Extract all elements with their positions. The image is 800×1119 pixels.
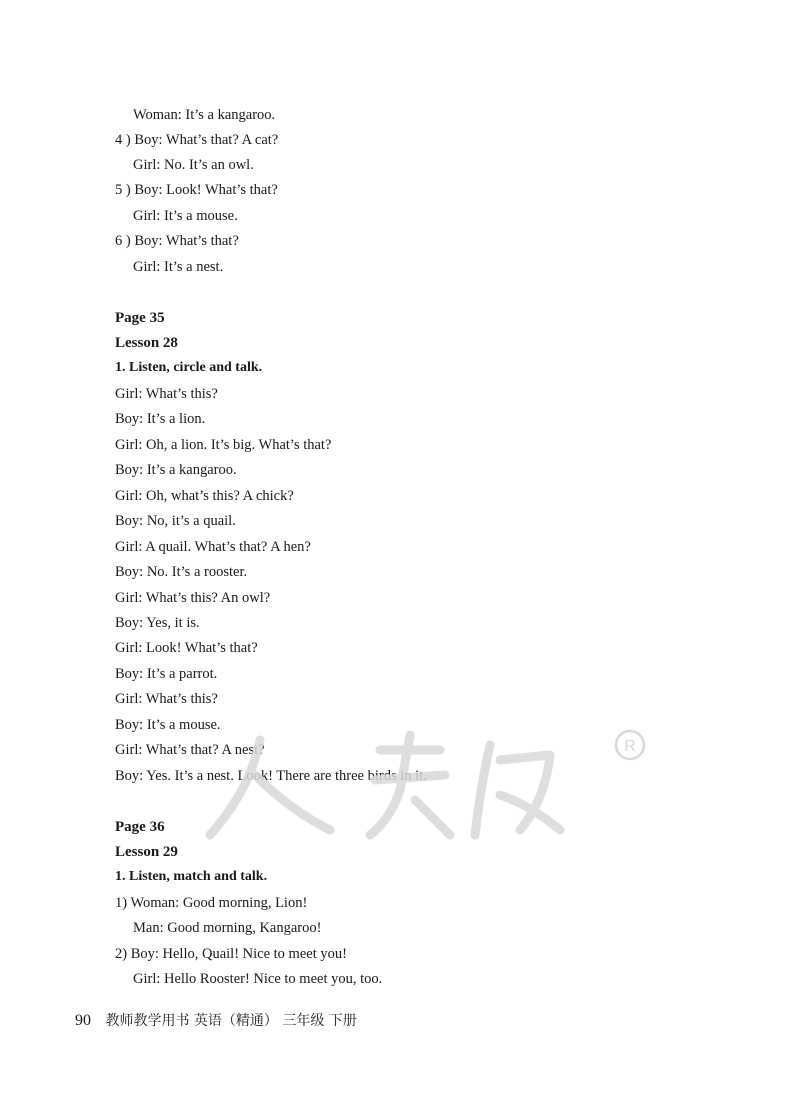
page-heading: Page 35 [115, 310, 165, 326]
dialogue-line: Boy: It’s a kangaroo. [115, 462, 237, 478]
dialogue-line: Girl: It’s a nest. [133, 259, 224, 275]
svg-text:R: R [624, 738, 636, 755]
lesson-heading: Lesson 28 [115, 335, 178, 351]
page-number: 90 [75, 1012, 91, 1029]
dialogue-line: Girl: No. It’s an owl. [133, 157, 254, 173]
page-heading: Page 36 [115, 819, 165, 835]
dialogue-line: 2) Boy: Hello, Quail! Nice to meet you! [115, 946, 347, 962]
dialogue-line: Boy: No. It’s a rooster. [115, 564, 248, 580]
dialogue-line: Man: Good morning, Kangaroo! [133, 920, 322, 936]
dialogue-line: Girl: What’s this? An owl? [115, 590, 271, 606]
dialogue-line: Boy: It’s a lion. [115, 411, 206, 427]
dialogue-line: 4 ) Boy: What’s that? A cat? [115, 132, 279, 148]
dialogue-line: Girl: A quail. What’s that? A hen? [115, 539, 311, 555]
lesson-heading: Lesson 29 [115, 844, 178, 860]
dialogue-line: Girl: Oh, a lion. It’s big. What’s that? [115, 437, 332, 453]
dialogue-line: Girl: What’s this? [115, 386, 218, 402]
exercise-title: 1. Listen, circle and talk. [115, 360, 263, 375]
exercise-title: 1. Listen, match and talk. [115, 869, 268, 884]
dialogue-line: 5 ) Boy: Look! What’s that? [115, 182, 278, 198]
dialogue-line: Girl: Hello Rooster! Nice to meet you, too. [133, 971, 383, 987]
page-footer [75, 1010, 357, 1030]
dialogue-line: Girl: What’s this? [115, 691, 218, 707]
dialogue-line: Girl: What’s that? A nest? [115, 742, 265, 758]
dialogue-line: Girl: It’s a mouse. [133, 208, 238, 224]
dialogue-line: Girl: Look! What’s that? [115, 640, 258, 656]
publisher-watermark-logo [200, 720, 660, 850]
dialogue-line: Boy: It’s a parrot. [115, 666, 218, 682]
dialogue-line: Woman: It’s a kangaroo. [133, 107, 276, 123]
dialogue-line: 6 ) Boy: What’s that? [115, 233, 239, 249]
dialogue-line: Boy: It’s a mouse. [115, 717, 221, 733]
dialogue-line: Boy: No, it’s a quail. [115, 513, 236, 529]
dialogue-line: Girl: Oh, what’s this? A chick? [115, 488, 294, 504]
book-title: 教师教学用书 英语（精通） 三年级 下册 [105, 1013, 357, 1029]
dialogue-line: 1) Woman: Good morning, Lion! [115, 895, 308, 911]
dialogue-line: Boy: Yes, it is. [115, 615, 200, 631]
dialogue-line: Boy: Yes. It’s a nest. Look! There are three birds in it. [115, 768, 427, 784]
